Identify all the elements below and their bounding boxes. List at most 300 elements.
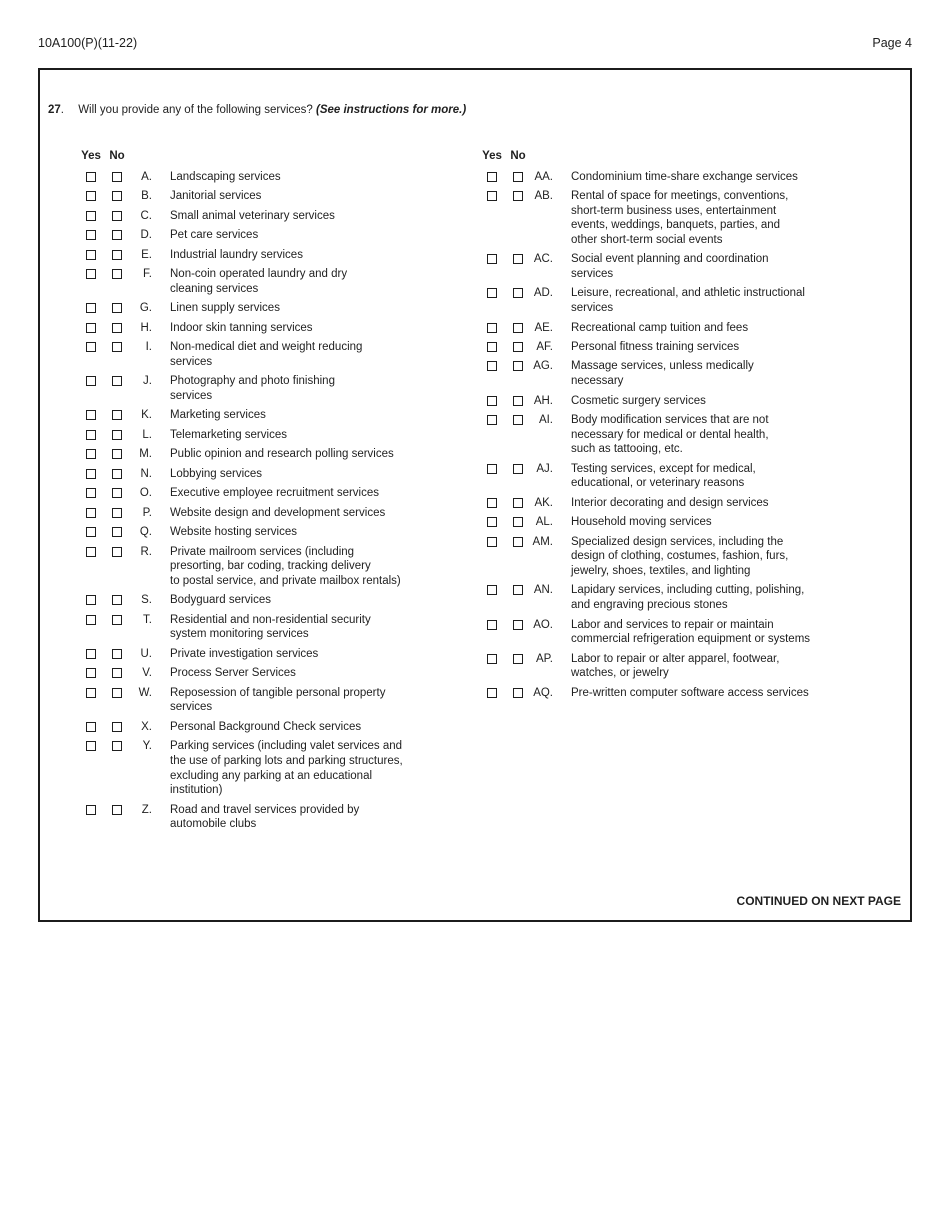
yes-checkbox[interactable] [487, 288, 497, 298]
yes-checkbox[interactable] [487, 654, 497, 664]
services-column-right [479, 149, 889, 705]
yes-checkbox[interactable] [86, 547, 96, 557]
no-checkbox[interactable] [513, 517, 523, 527]
no-checkbox-cell [505, 340, 531, 352]
service-item-row [78, 593, 474, 608]
item-letter: J. [143, 375, 152, 388]
item-letter: AJ. [536, 462, 553, 475]
service-item-row [78, 228, 474, 243]
no-checkbox-cell [104, 408, 130, 420]
yes-checkbox[interactable] [487, 415, 497, 425]
no-checkbox[interactable] [513, 254, 523, 264]
item-label: Janitorial services [170, 190, 262, 203]
item-label: Labor to repair or alter apparel, footwear, watches, or jewelry [571, 652, 780, 680]
yes-checkbox-cell [78, 613, 104, 625]
no-checkbox[interactable] [513, 361, 523, 371]
page-header [38, 36, 912, 51]
no-checkbox-cell [505, 394, 531, 406]
service-item-row [479, 321, 889, 336]
item-letter: L. [142, 428, 152, 441]
item-label: Reposession of tangible personal property services [170, 686, 386, 714]
yes-checkbox-cell [78, 340, 104, 352]
yes-checkbox-cell [479, 686, 505, 698]
service-item-row [479, 462, 889, 491]
no-checkbox-cell [104, 340, 130, 352]
yes-checkbox[interactable] [86, 449, 96, 459]
no-checkbox[interactable] [513, 323, 523, 333]
service-item-row [479, 189, 889, 247]
yes-checkbox[interactable] [86, 211, 96, 221]
item-letter: AE. [534, 321, 553, 334]
item-letter: AL. [535, 516, 553, 529]
no-checkbox[interactable] [513, 172, 523, 182]
no-checkbox-cell [505, 515, 531, 527]
no-checkbox-cell [505, 189, 531, 201]
item-label: Pet care services [170, 229, 259, 242]
no-column-label: No [510, 150, 526, 162]
no-checkbox[interactable] [513, 342, 523, 352]
yes-checkbox[interactable] [86, 488, 96, 498]
yes-checkbox[interactable] [86, 269, 96, 279]
no-checkbox[interactable] [513, 415, 523, 425]
yes-checkbox[interactable] [86, 741, 96, 751]
item-label: Labor and services to repair or maintain commercial refrigeration equipment or systems [571, 618, 811, 646]
item-label: Non-coin operated laundry and dry cleaning services [170, 268, 348, 295]
no-checkbox[interactable] [513, 688, 523, 698]
no-column-label: No [109, 150, 125, 162]
item-label: Public opinion and research polling services [170, 448, 394, 461]
yes-checkbox[interactable] [86, 376, 96, 386]
no-checkbox[interactable] [112, 527, 122, 537]
yes-checkbox-cell [479, 189, 505, 201]
service-list-left [78, 170, 474, 832]
yes-checkbox[interactable] [86, 303, 96, 313]
item-letter: AO. [533, 618, 553, 631]
yes-checkbox-cell [479, 170, 505, 182]
service-item-row [78, 374, 474, 403]
yes-checkbox-cell [479, 394, 505, 406]
yes-checkbox-cell [78, 228, 104, 240]
yes-checkbox-cell [78, 467, 104, 479]
no-checkbox[interactable] [513, 498, 523, 508]
yes-checkbox[interactable] [86, 508, 96, 518]
service-item-row [479, 515, 889, 530]
item-label: Condominium time-share exchange services [571, 170, 798, 183]
yes-checkbox[interactable] [86, 805, 96, 815]
item-letter: AF. [536, 340, 553, 353]
no-checkbox-cell [505, 686, 531, 698]
service-item-row [78, 486, 474, 501]
service-item-row [78, 613, 474, 642]
yes-checkbox-cell [479, 618, 505, 630]
no-checkbox[interactable] [112, 547, 122, 557]
item-letter: Y. [142, 740, 152, 753]
item-label: Executive employee recruitment services [170, 487, 379, 500]
question-number-period: . [60, 104, 64, 116]
item-letter: M. [139, 448, 152, 461]
service-item-row [78, 340, 474, 369]
no-checkbox[interactable] [112, 805, 122, 815]
item-letter: C. [140, 209, 152, 222]
question-instruction: (See instructions for more.) [316, 104, 467, 116]
page-number: Page 4 [872, 36, 912, 50]
yes-checkbox[interactable] [487, 191, 497, 201]
service-item-row [479, 286, 889, 315]
item-letter: D. [140, 229, 152, 242]
no-checkbox-cell [104, 525, 130, 537]
yes-checkbox[interactable] [86, 688, 96, 698]
yes-checkbox[interactable] [487, 620, 497, 630]
no-checkbox[interactable] [112, 323, 122, 333]
item-label: Residential and non-residential security system monitoring services [170, 613, 371, 641]
service-item-row [479, 170, 889, 185]
no-checkbox-cell [505, 170, 531, 182]
no-checkbox[interactable] [112, 410, 122, 420]
service-item-row [479, 652, 889, 681]
yes-checkbox[interactable] [86, 649, 96, 659]
yes-checkbox-cell [479, 252, 505, 264]
no-checkbox[interactable] [112, 615, 122, 625]
no-checkbox[interactable] [112, 469, 122, 479]
service-item-row [78, 189, 474, 204]
no-checkbox[interactable] [112, 342, 122, 352]
no-checkbox[interactable] [112, 250, 122, 260]
item-letter: T. [143, 613, 152, 626]
service-item-row [78, 545, 474, 589]
yes-checkbox[interactable] [86, 615, 96, 625]
no-checkbox[interactable] [112, 668, 122, 678]
no-checkbox-cell [104, 374, 130, 386]
yes-checkbox[interactable] [86, 191, 96, 201]
item-label: Telemarketing services [170, 428, 287, 441]
service-item-row [78, 428, 474, 443]
no-checkbox-cell [104, 321, 130, 333]
item-label: Process Server Services [170, 667, 296, 680]
yes-checkbox-cell [479, 515, 505, 527]
item-label: Rental of space for meetings, conventions, short-term business uses, entertainment events, weddings, banquets, parties, and other short-term social events [571, 190, 789, 246]
item-letter: AN. [533, 584, 553, 597]
no-checkbox[interactable] [112, 449, 122, 459]
no-checkbox[interactable] [112, 230, 122, 240]
no-checkbox[interactable] [513, 537, 523, 547]
item-label: Personal Background Check services [170, 720, 362, 733]
service-item-row [78, 506, 474, 521]
item-letter: G. [139, 302, 152, 315]
yes-checkbox-cell [78, 267, 104, 279]
item-letter: AH. [533, 394, 553, 407]
yes-checkbox[interactable] [487, 172, 497, 182]
yes-checkbox-cell [78, 720, 104, 732]
item-label: Interior decorating and design services [571, 496, 769, 509]
service-item-row [78, 447, 474, 462]
yes-checkbox-cell [479, 340, 505, 352]
no-checkbox-cell [104, 267, 130, 279]
no-checkbox[interactable] [112, 376, 122, 386]
no-checkbox[interactable] [112, 595, 122, 605]
yes-checkbox[interactable] [487, 323, 497, 333]
yes-checkbox[interactable] [487, 688, 497, 698]
item-label: Household moving services [571, 516, 712, 529]
service-item-row [78, 720, 474, 735]
no-checkbox-cell [104, 428, 130, 440]
yes-checkbox[interactable] [487, 498, 497, 508]
no-checkbox[interactable] [513, 191, 523, 201]
item-label: Cosmetic surgery services [571, 394, 706, 407]
no-checkbox-cell [505, 652, 531, 664]
no-checkbox[interactable] [112, 741, 122, 751]
service-item-row [78, 170, 474, 185]
item-label: Indoor skin tanning services [170, 321, 313, 334]
item-label: Parking services (including valet services and the use of parking lots and parking structures, excluding any parking at an educational institution) [170, 740, 403, 797]
no-checkbox[interactable] [112, 649, 122, 659]
item-label: Lobbying services [170, 467, 263, 480]
no-checkbox-cell [104, 720, 130, 732]
yes-checkbox-cell [78, 486, 104, 498]
no-checkbox-cell [104, 447, 130, 459]
item-letter: AD. [533, 287, 553, 300]
service-item-row [479, 340, 889, 355]
question-27-box [38, 68, 912, 922]
no-checkbox[interactable] [513, 654, 523, 664]
no-checkbox-cell [104, 467, 130, 479]
no-checkbox-cell [505, 618, 531, 630]
yes-checkbox-cell [479, 535, 505, 547]
item-letter: AM. [532, 535, 553, 548]
item-letter: AP. [535, 652, 553, 665]
yes-checkbox-cell [78, 408, 104, 420]
yes-checkbox-cell [479, 652, 505, 664]
item-label: Website design and development services [170, 506, 386, 519]
item-letter: Q. [139, 526, 152, 539]
no-checkbox[interactable] [112, 430, 122, 440]
item-label: Bodyguard services [170, 594, 271, 607]
item-label: Landscaping services [170, 170, 281, 183]
item-letter: U. [140, 647, 152, 660]
yes-checkbox-cell [78, 686, 104, 698]
no-checkbox[interactable] [513, 396, 523, 406]
yes-checkbox[interactable] [487, 517, 497, 527]
no-checkbox-cell [104, 248, 130, 260]
no-checkbox[interactable] [112, 191, 122, 201]
no-checkbox-cell [104, 506, 130, 518]
yes-checkbox[interactable] [86, 527, 96, 537]
service-item-row [78, 248, 474, 263]
yes-checkbox-cell [78, 647, 104, 659]
yes-checkbox-cell [78, 447, 104, 459]
yes-checkbox-cell [78, 506, 104, 518]
item-letter: R. [140, 545, 152, 558]
item-letter: AI. [538, 414, 553, 427]
service-item-row [78, 267, 474, 296]
no-checkbox-cell [104, 170, 130, 182]
item-label: Massage services, unless medically necessary [571, 360, 754, 388]
question-number: 27 [48, 104, 61, 116]
no-checkbox[interactable] [112, 211, 122, 221]
no-checkbox-cell [104, 189, 130, 201]
item-label: Social event planning and coordination services [571, 253, 769, 280]
yes-checkbox[interactable] [86, 430, 96, 440]
item-letter: W. [138, 686, 152, 699]
yes-column-label: Yes [482, 150, 502, 162]
no-checkbox[interactable] [513, 288, 523, 298]
item-letter: E. [141, 248, 152, 261]
item-label: Road and travel services provided by automobile clubs [170, 803, 360, 831]
service-list-right [479, 170, 889, 701]
item-label: Lapidary services, including cutting, polishing, and engraving precious stones [571, 584, 805, 612]
no-checkbox-cell [505, 252, 531, 264]
no-checkbox-cell [104, 666, 130, 678]
yes-checkbox[interactable] [86, 172, 96, 182]
yes-checkbox-cell [78, 525, 104, 537]
no-checkbox-cell [104, 545, 130, 557]
item-label: Private investigation services [170, 647, 319, 660]
item-letter: N. [140, 467, 152, 480]
item-letter: AC. [533, 253, 553, 266]
item-label: Leisure, recreational, and athletic instructional services [571, 287, 805, 315]
yes-checkbox-cell [78, 545, 104, 557]
yes-checkbox-cell [78, 321, 104, 333]
item-letter: AK. [534, 496, 553, 509]
no-checkbox-cell [505, 321, 531, 333]
item-label: Personal fitness training services [571, 340, 740, 353]
no-checkbox-cell [104, 593, 130, 605]
no-checkbox-cell [104, 486, 130, 498]
item-letter: AQ. [533, 686, 553, 699]
item-letter: X. [141, 720, 152, 733]
yes-checkbox-cell [78, 374, 104, 386]
item-label: Small animal veterinary services [170, 209, 335, 222]
service-item-row [479, 394, 889, 409]
item-letter: AB. [534, 190, 553, 203]
yes-checkbox[interactable] [487, 464, 497, 474]
yes-checkbox[interactable] [487, 396, 497, 406]
item-label: Website hosting services [170, 526, 297, 539]
services-column-left [78, 149, 474, 837]
no-checkbox[interactable] [513, 464, 523, 474]
yes-checkbox-cell [479, 413, 505, 425]
service-item-row [78, 739, 474, 797]
no-checkbox-cell [104, 228, 130, 240]
no-checkbox-cell [505, 496, 531, 508]
service-item-row [479, 359, 889, 388]
yes-checkbox-cell [78, 739, 104, 751]
no-checkbox-cell [104, 209, 130, 221]
item-letter: A. [141, 170, 152, 183]
yes-checkbox-cell [78, 666, 104, 678]
yes-checkbox-cell [78, 189, 104, 201]
yes-checkbox[interactable] [86, 250, 96, 260]
service-item-row [479, 413, 889, 457]
item-letter: AA. [534, 170, 553, 183]
continued-on-next-page: CONTINUED ON NEXT PAGE [736, 894, 901, 908]
no-checkbox-cell [104, 613, 130, 625]
service-item-row [78, 525, 474, 540]
item-label: Non-medical diet and weight reducing services [170, 341, 363, 368]
item-label: Testing services, except for medical, educational, or veterinary reasons [571, 462, 756, 490]
yes-checkbox[interactable] [86, 469, 96, 479]
service-item-row [78, 467, 474, 482]
item-letter: V. [142, 667, 152, 680]
item-letter: AG. [533, 360, 553, 373]
yes-checkbox-cell [78, 209, 104, 221]
service-item-row [479, 252, 889, 281]
yes-checkbox[interactable] [487, 585, 497, 595]
yes-checkbox[interactable] [487, 361, 497, 371]
no-checkbox[interactable] [112, 688, 122, 698]
no-checkbox[interactable] [112, 269, 122, 279]
no-checkbox[interactable] [112, 488, 122, 498]
item-letter: K. [141, 409, 152, 422]
service-item-row [78, 209, 474, 224]
item-letter: P. [142, 506, 152, 519]
yes-checkbox[interactable] [86, 595, 96, 605]
yes-no-header-right [479, 149, 889, 164]
yes-checkbox-cell [479, 462, 505, 474]
item-label: Recreational camp tuition and fees [571, 321, 749, 334]
item-label: Linen supply services [170, 302, 280, 315]
yes-checkbox[interactable] [86, 323, 96, 333]
no-checkbox[interactable] [112, 722, 122, 732]
question-27 [48, 103, 466, 118]
service-item-row [78, 666, 474, 681]
item-label: Photography and photo finishing services [170, 375, 335, 402]
service-item-row [78, 321, 474, 336]
yes-checkbox[interactable] [487, 537, 497, 547]
service-item-row [479, 535, 889, 579]
no-checkbox[interactable] [513, 620, 523, 630]
service-item-row [78, 408, 474, 423]
yes-checkbox[interactable] [86, 342, 96, 352]
no-checkbox-cell [505, 413, 531, 425]
yes-checkbox[interactable] [86, 410, 96, 420]
no-checkbox-cell [104, 686, 130, 698]
yes-checkbox-cell [479, 321, 505, 333]
yes-checkbox[interactable] [487, 342, 497, 352]
yes-checkbox-cell [78, 593, 104, 605]
item-label: Specialized design services, including the design of clothing, costumes, fashion, furs, jewelry, shoes, textiles, and lighting [571, 535, 789, 577]
no-checkbox[interactable] [513, 585, 523, 595]
item-label: Pre-written computer software access services [571, 686, 809, 699]
service-item-row [78, 686, 474, 715]
yes-no-header-left [78, 149, 474, 164]
no-checkbox-cell [505, 583, 531, 595]
no-checkbox-cell [104, 739, 130, 751]
yes-checkbox[interactable] [86, 668, 96, 678]
service-item-row [479, 686, 889, 701]
no-checkbox[interactable] [112, 172, 122, 182]
no-checkbox-cell [104, 647, 130, 659]
no-checkbox[interactable] [112, 303, 122, 313]
service-item-row [78, 647, 474, 662]
form-number: 10A100(P)(11-22) [38, 36, 138, 50]
yes-checkbox[interactable] [86, 722, 96, 732]
no-checkbox-cell [505, 359, 531, 371]
service-item-row [479, 618, 889, 647]
item-label: Private mailroom services (including presorting, bar coding, tracking delivery to postal service, and private mailbox rentals) [170, 545, 401, 587]
no-checkbox-cell [505, 535, 531, 547]
no-checkbox-cell [505, 462, 531, 474]
yes-checkbox-cell [78, 803, 104, 815]
item-letter: O. [139, 487, 152, 500]
item-letter: H. [140, 321, 152, 334]
yes-checkbox[interactable] [86, 230, 96, 240]
no-checkbox[interactable] [112, 508, 122, 518]
yes-checkbox[interactable] [487, 254, 497, 264]
item-letter: S. [141, 594, 152, 607]
yes-checkbox-cell [78, 428, 104, 440]
item-label: Marketing services [170, 409, 266, 422]
yes-checkbox-cell [78, 301, 104, 313]
